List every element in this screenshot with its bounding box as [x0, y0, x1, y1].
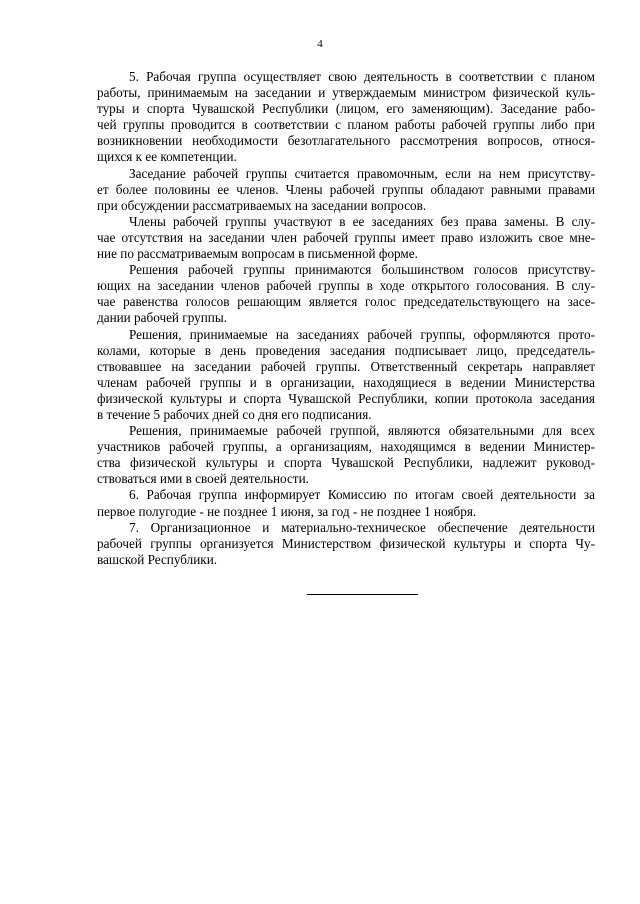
- text-line: Решения, принимаемые на заседаниях рабочей группы, оформляются прото-: [129, 326, 595, 342]
- text-line: туры и спорта Чувашской Республики (лицом, его заменяющим). Заседание рабо-: [97, 101, 595, 117]
- text-line: Решения рабочей группы принимаются большинством голосов присутству-: [129, 262, 595, 278]
- text-line: участников рабочей группы, а организациям, находящимся в ведении Министер-: [97, 439, 595, 455]
- text-line: ет более половины ее членов. Члены рабочей группы обладают равными правами: [97, 181, 595, 197]
- text-line: чей группы проводится в соответствии с планом работы рабочей группы либо при: [97, 117, 595, 133]
- paragraph-binding-decisions: [97, 423, 595, 487]
- text-line: рабочей группы организуется Министерством физической культуры и спорта Чу-: [97, 535, 595, 551]
- text-line: ствоваться ими в своей деятельности.: [97, 471, 309, 487]
- page-number: 4: [317, 38, 323, 50]
- text-line: чае отсутствия на заседании член рабочей группы имеет право изложить свое мне-: [97, 229, 595, 245]
- paragraph-decisions-voting: [97, 262, 595, 326]
- text-line: ства физической культуры и спорта Чувашской Республики, надлежит руковод-: [97, 455, 595, 471]
- text-line: 5. Рабочая группа осуществляет свою деятельность в соответствии с планом: [129, 69, 595, 84]
- text-line: Заседание рабочей группы считается правомочным, если на нем присутству-: [129, 165, 595, 181]
- paragraph-item-5: [97, 69, 595, 166]
- text-line: первое полугодие - не позднее 1 июня, за год - не позднее 1 ноября.: [97, 503, 477, 519]
- paragraph-item-7: [97, 520, 595, 568]
- text-line: ствовавшее на заседании рабочей группы. Ответственный секретарь направляет: [97, 358, 595, 374]
- text-line: членам рабочей группы и в организации, находящиеся в ведении Министерства: [97, 374, 595, 390]
- text-line: возникновении необходимости безотлагательного рассмотрения вопросов, относя-: [97, 133, 595, 149]
- end-of-document-rule: [307, 594, 418, 595]
- text-line: при обсуждении рассматриваемых на заседании вопросов.: [97, 197, 427, 213]
- text-line: 7. Организационное и материально-техническое обеспечение деятельности: [129, 519, 595, 535]
- document-body: [97, 69, 595, 568]
- paragraph-item-6: [97, 487, 595, 519]
- text-line: щихся к ее компетенции.: [97, 149, 237, 165]
- text-line: ющих на заседании членов рабочей группы в ходе открытого голосования. В слу-: [97, 278, 595, 294]
- text-line: ние по рассматриваемым вопросам в письменной форме.: [97, 246, 418, 262]
- text-line: чае равенства голосов решающим является голос председательствующего на засе-: [97, 294, 595, 310]
- text-line: в течение 5 рабочих дней со дня его подписания.: [97, 406, 372, 422]
- text-line: работы, принимаемым на заседании и утверждаемым министром физической куль-: [97, 85, 595, 101]
- text-line: 6. Рабочая группа информирует Комиссию по итогам своей деятельности за: [129, 487, 595, 503]
- paragraph-protocols: [97, 327, 595, 424]
- paragraph-members-participation: [97, 214, 595, 262]
- text-line: колами, которые в день проведения заседания подписывает лицо, председатель-: [97, 342, 595, 358]
- text-line: Решения, принимаемые рабочей группой, являются обязательными для всех: [129, 423, 595, 439]
- paragraph-quorum: [97, 166, 595, 214]
- text-line: дании рабочей группы.: [97, 310, 227, 326]
- text-line: физической культуры и спорта Чувашской Республики, копии протокола заседания: [97, 390, 595, 406]
- text-line: вашской Республики.: [97, 551, 218, 567]
- text-line: Члены рабочей группы участвуют в ее заседаниях без права замены. В слу-: [129, 213, 595, 229]
